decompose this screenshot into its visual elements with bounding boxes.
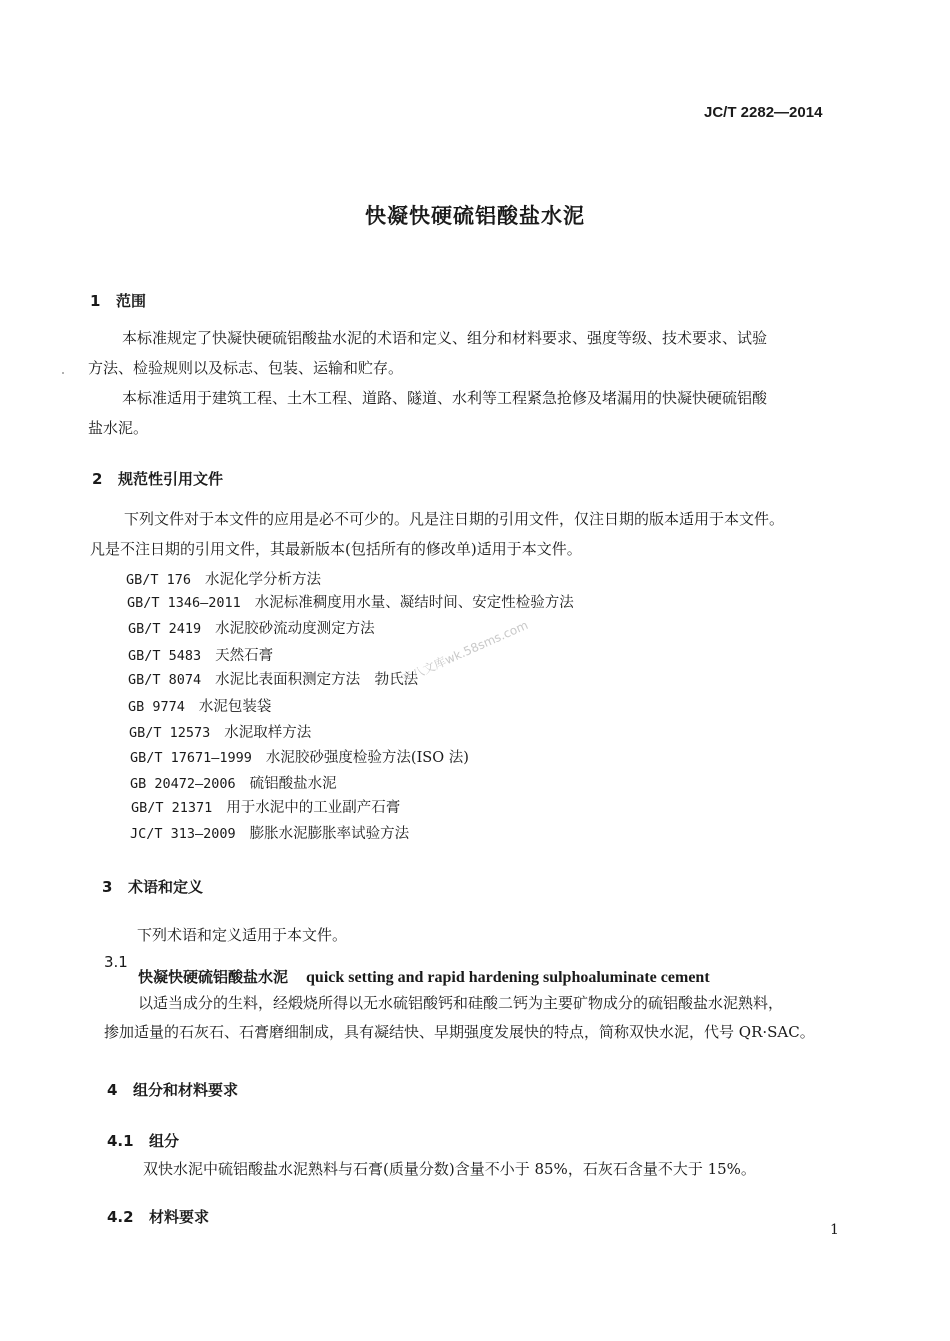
section-2-heading — [92, 468, 223, 489]
reference-item — [128, 695, 271, 716]
reference-title: 膨胀水泥膨胀率试验方法 — [249, 826, 410, 842]
section-4-heading — [107, 1079, 238, 1100]
reference-code: GB/T 17671—1999 — [130, 750, 252, 766]
subsection-4-1-heading — [107, 1130, 179, 1151]
subsection-title: 组分 — [149, 1132, 180, 1150]
section-title: 术语和定义 — [128, 878, 204, 896]
section-3-heading — [102, 876, 203, 897]
standard-code: JC/T 2282—2014 — [704, 104, 823, 121]
page-title: 快凝快硬硫铝酸盐水泥 — [365, 204, 585, 228]
reference-item — [130, 772, 337, 793]
reference-item — [128, 644, 273, 665]
reference-code: GB 20472—2006 — [130, 776, 236, 792]
subsection-number: 3.1 — [104, 953, 128, 971]
definition-line: 掺加适量的石灰石、石膏磨细制成，具有凝结快、早期强度发展快的特点，简称双快水泥，代号 QR·SAC。 — [104, 1023, 815, 1041]
paragraph-line: 本标准适用于建筑工程、土木工程、道路、隧道、水利等工程紧急抢修及堵漏用的快凝快硬硫铝酸 — [122, 389, 768, 407]
paragraph-line: 方法、检验规则以及标志、包装、运输和贮存。 — [88, 359, 404, 377]
reference-item — [130, 746, 469, 767]
paragraph-line: 下列文件对于本文件的应用是必不可少的。凡是注日期的引用文件，仅注日期的版本适用于本文件。 — [124, 510, 785, 528]
reference-title: 硫铝酸盐水泥 — [249, 776, 337, 792]
watermark: 五八文库wk.58sms.com — [398, 617, 531, 687]
reference-code: GB/T 12573 — [129, 725, 211, 741]
term-chinese: 快凝快硬硫铝酸盐水泥 — [138, 968, 289, 986]
page-number: 1 — [830, 1222, 839, 1238]
section-number: 4 — [107, 1081, 118, 1099]
scan-speck — [62, 372, 64, 374]
subsection-title: 材料要求 — [149, 1208, 210, 1226]
section-title: 规范性引用文件 — [118, 470, 224, 488]
term-english: quick setting and rapid hardening sulphoaluminate cement — [306, 969, 710, 986]
reference-code: GB/T 1346—2011 — [127, 595, 241, 611]
reference-item — [130, 822, 409, 843]
definition-line: 以适当成分的生料，经煅烧所得以无水硫铝酸钙和硅酸二钙为主要矿物成分的硫铝酸盐水泥熟料， — [138, 994, 784, 1012]
reference-title: 水泥比表面积测定方法 勃氏法 — [215, 672, 419, 688]
paragraph-line: 双快水泥中硫铝酸盐水泥熟料与石膏(质量分数)含量不小于 85%，石灰石含量不大于 15%。 — [143, 1160, 756, 1178]
reference-code: GB/T 21371 — [131, 800, 213, 816]
reference-title: 天然石膏 — [215, 648, 274, 664]
paragraph-line: 盐水泥。 — [88, 419, 149, 437]
reference-code: GB/T 2419 — [128, 621, 202, 637]
section-1-heading — [90, 290, 146, 311]
subsection-number: 4.1 — [107, 1132, 134, 1150]
reference-item — [128, 668, 418, 689]
reference-item — [129, 721, 311, 742]
section-number: 3 — [102, 878, 113, 896]
reference-item — [128, 617, 375, 638]
reference-title: 用于水泥中的工业副产石膏 — [226, 800, 401, 816]
section-title: 范围 — [116, 292, 147, 310]
paragraph-line: 凡是不注日期的引用文件，其最新版本(包括所有的修改单)适用于本文件。 — [90, 540, 582, 558]
reference-title: 水泥化学分析方法 — [205, 572, 322, 588]
reference-item — [131, 796, 400, 817]
reference-code: JC/T 313—2009 — [130, 826, 236, 842]
reference-code: GB 9774 — [128, 699, 185, 715]
reference-title: 水泥包装袋 — [198, 699, 272, 715]
reference-title: 水泥取样方法 — [224, 725, 312, 741]
section-number: 1 — [90, 292, 101, 310]
reference-code: GB/T 5483 — [128, 648, 202, 664]
section-number: 2 — [92, 470, 103, 488]
term-heading — [138, 966, 710, 987]
subsection-number: 4.2 — [107, 1208, 134, 1226]
reference-item — [127, 591, 574, 612]
reference-code: GB/T 176 — [126, 572, 192, 588]
paragraph-line: 下列术语和定义适用于本文件。 — [137, 926, 348, 944]
reference-title: 水泥胶砂强度检验方法(ISO 法) — [265, 750, 469, 766]
reference-title: 水泥标准稠度用水量、凝结时间、安定性检验方法 — [254, 595, 574, 611]
reference-title: 水泥胶砂流动度测定方法 — [215, 621, 375, 637]
section-title: 组分和材料要求 — [133, 1081, 239, 1099]
reference-code: GB/T 8074 — [128, 672, 202, 688]
subsection-4-2-heading — [107, 1206, 209, 1227]
reference-item — [126, 568, 321, 589]
paragraph-line: 本标准规定了快凝快硬硫铝酸盐水泥的术语和定义、组分和材料要求、强度等级、技术要求、试验 — [122, 329, 768, 347]
